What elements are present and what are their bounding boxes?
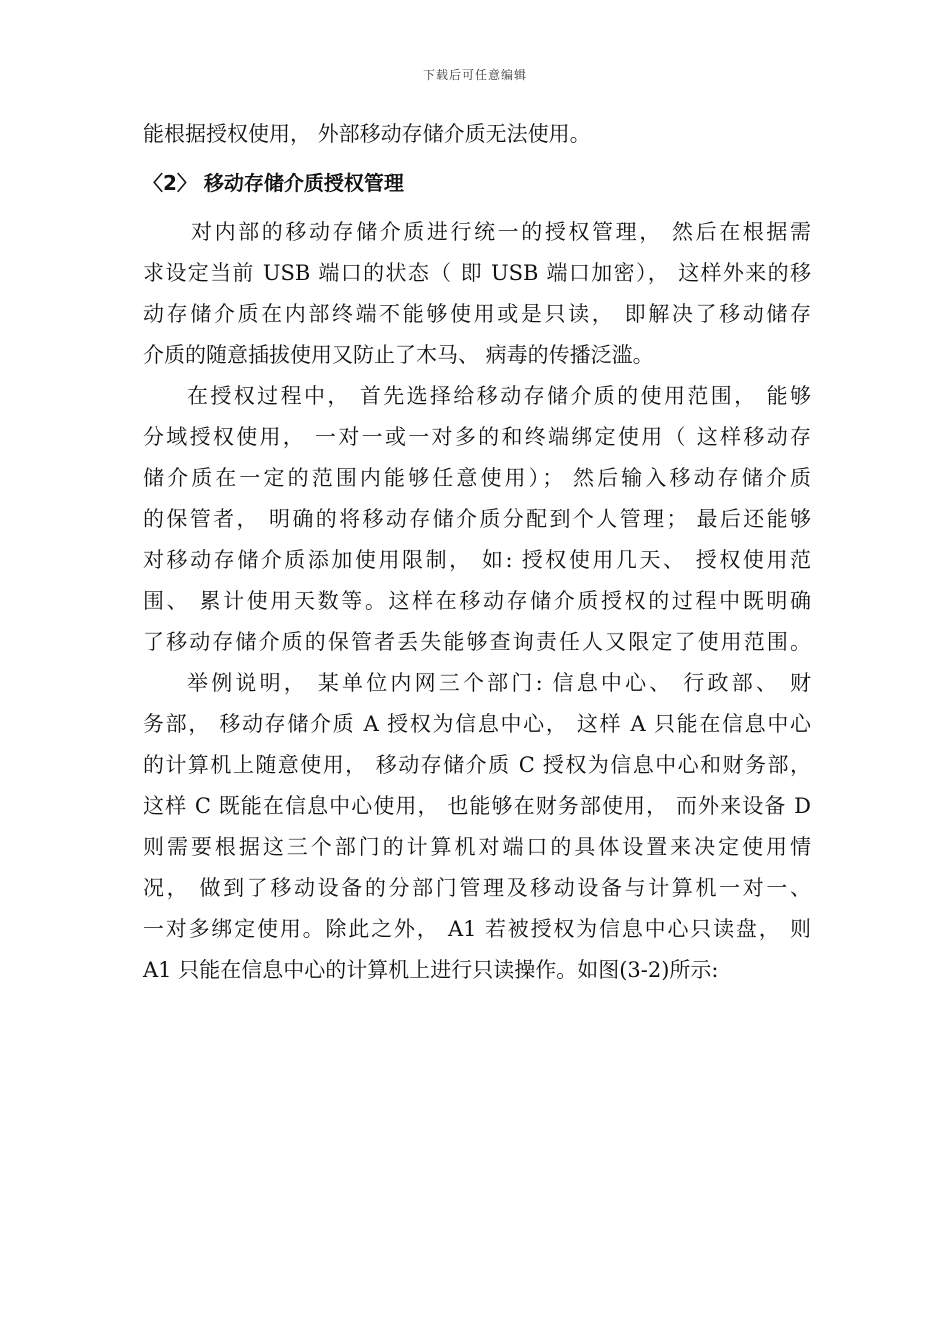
paragraph-line: 对内部的移动存储介质进行统一的授权管理， 然后在根据需 [191,220,811,244]
page-header: 下载后可任意编辑 [422,68,527,82]
section-heading: 〈2〉 移动存储介质授权管理 [143,171,404,195]
paragraph-line: 在授权过程中， 首先选择给移动存储介质的使用范围， 能够 [187,384,811,408]
paragraph-line: 的计算机上随意使用， 移动存储介质 C 授权为信息中心和财务部， [143,753,811,777]
paragraph-line: 务部， 移动存储介质 A 授权为信息中心， 这样 A 只能在信息中心 [143,712,811,736]
paragraph-line: 能根据授权使用， 外部移动存储介质无法使用。 [143,122,591,146]
paragraph-line: 介质的随意插拔使用又防止了木马、 病毒的传播泛滥。 [143,343,654,367]
paragraph-line: 动存储介质在内部终端不能够使用或是只读， 即解决了移动储存 [143,302,811,326]
paragraph-line: 一对多绑定使用。除此之外， A1 若被授权为信息中心只读盘， 则 [143,917,811,941]
document-body [143,114,811,991]
paragraph-line: 储介质在一定的范围内能够任意使用）； 然后输入移动存储介质 [143,466,811,490]
paragraph-line: 求设定当前 USB 端口的状态（ 即 USB 端口加密）， 这样外来的移 [143,261,811,285]
paragraph-line: 对移动存储介质添加使用限制， 如: 授权使用几天、 授权使用范 [143,548,811,572]
paragraph-line: 的保管者， 明确的将移动存储介质分配到个人管理； 最后还能够 [143,507,811,531]
paragraph-line: 举例说明， 某单位内网三个部门: 信息中心、 行政部、 财 [187,671,811,695]
paragraph-line: A1 只能在信息中心的计算机上进行只读操作。如图(3-2)所示: [143,958,719,982]
paragraph-line: 这样 C 既能在信息中心使用， 也能够在财务部使用， 而外来设备 D [143,794,811,818]
paragraph-line: 了移动存储介质的保管者丢失能够查询责任人又限定了使用范围。 [143,630,811,654]
paragraph-line: 围、 累计使用天数等。这样在移动存储介质授权的过程中既明确 [143,589,811,613]
paragraph-line: 况， 做到了移动设备的分部门管理及移动设备与计算机一对一、 [143,876,811,900]
paragraph-line: 则需要根据这三个部门的计算机对端口的具体设置来决定使用情 [143,835,811,859]
paragraph-line: 分域授权使用， 一对一或一对多的和终端绑定使用（ 这样移动存 [143,425,811,449]
